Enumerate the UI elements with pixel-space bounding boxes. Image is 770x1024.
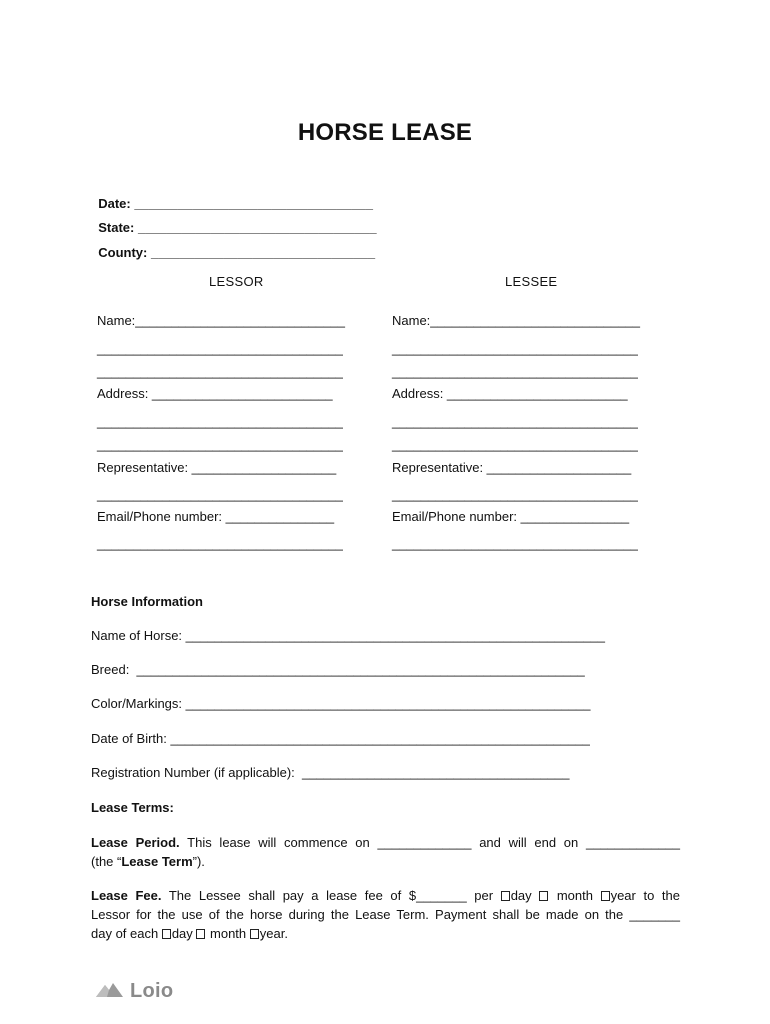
payment-month-label: month [206,926,250,941]
lease-term-prefix: (the “ [91,854,122,869]
lessor-name-line[interactable]: __________________________________ [97,341,343,356]
lease-fee-paragraph [91,886,680,943]
lease-period-line-2 [91,852,680,871]
lessee-representative-line[interactable]: __________________________________ [392,487,638,502]
horse-name-field[interactable]: Name of Horse: __________________________________________________________ [91,628,605,643]
lease-period-paragraph [91,833,680,871]
horse-registration-field[interactable]: Registration Number (if applicable): _____________________________________ [91,765,570,780]
lease-term-suffix: ”). [192,854,205,869]
county-blank[interactable]: _______________________________ [150,245,376,260]
horse-info-heading: Horse Information [91,594,203,609]
county-label: County: [98,245,148,260]
lessor-contact-line[interactable]: __________________________________ [97,536,343,551]
payment-month-checkbox[interactable] [196,929,205,939]
lease-fee-line-2[interactable]: Lessor for the use of the horse during the Lease Term. Payment shall be made on the _______ [91,907,680,922]
lessor-address-line[interactable]: __________________________________ [97,414,343,429]
lessee-name-line[interactable]: __________________________________ [392,364,638,379]
year-option-label: year to the [610,888,680,903]
lessee-name-line[interactable]: __________________________________ [392,341,638,356]
horse-breed-field[interactable]: Breed: ______________________________________________________________ [91,662,585,677]
county-field[interactable] [91,230,375,260]
year-checkbox[interactable] [601,891,610,901]
day-option-label: day [510,888,540,903]
lessor-name-field[interactable]: Name:_____________________________ [97,313,345,328]
brand-logo [96,979,173,1004]
lessee-name-field[interactable]: Name:_____________________________ [392,313,640,328]
date-label: Date: [98,196,131,211]
day-checkbox[interactable] [501,891,510,901]
lessee-address-line[interactable]: __________________________________ [392,437,638,452]
payment-day-label: day [171,926,197,941]
payment-day-checkbox[interactable] [162,929,171,939]
lease-term-bold: Lease Term [121,854,193,869]
lessor-heading: LESSOR [209,274,264,289]
brand-name: Loio [130,980,174,1002]
lessee-contact-line[interactable]: __________________________________ [392,536,638,551]
horse-color-field[interactable]: Color/Markings: ________________________________________________________ [91,696,591,711]
date-blank[interactable]: _________________________________ [134,196,373,211]
lessee-representative-field[interactable]: Representative: ____________________ [392,460,632,475]
lease-fee-label: Lease Fee. [91,888,162,903]
lessor-address-field[interactable]: Address: _________________________ [97,386,333,401]
horse-dob-field[interactable]: Date of Birth: __________________________________________________________ [91,731,590,746]
payment-year-label: year. [259,926,288,941]
lessor-name-line[interactable]: __________________________________ [97,364,343,379]
month-option-label: month [549,888,601,903]
lease-fee-line-3 [91,924,680,943]
lessee-address-field[interactable]: Address: _________________________ [392,386,628,401]
lease-period-text[interactable]: This lease will commence on _____________ and will end on _____________ [179,835,680,850]
lease-fee-text[interactable]: The Lessee shall pay a lease fee of $_______ per [161,888,501,903]
month-checkbox[interactable] [539,891,548,901]
lease-fee-line-1 [91,886,680,905]
lessor-representative-field[interactable]: Representative: ____________________ [97,460,337,475]
state-label: State: [98,220,135,235]
mountain-logo-icon [96,979,124,1004]
lessor-representative-line[interactable]: __________________________________ [97,487,343,502]
lessee-contact-field[interactable]: Email/Phone number: _______________ [392,509,630,524]
payment-period-prefix: day of each [91,926,162,941]
lease-period-label: Lease Period. [91,835,180,850]
document-title: HORSE LEASE [297,119,473,146]
lease-period-line-1 [91,833,680,852]
lessee-address-line[interactable]: __________________________________ [392,414,638,429]
lease-terms-heading: Lease Terms: [91,800,174,815]
lessor-address-line[interactable]: __________________________________ [97,437,343,452]
lessor-contact-field[interactable]: Email/Phone number: _______________ [97,509,335,524]
payment-year-checkbox[interactable] [250,929,259,939]
lessee-heading: LESSEE [505,274,558,289]
state-blank[interactable]: _________________________________ [137,220,377,235]
